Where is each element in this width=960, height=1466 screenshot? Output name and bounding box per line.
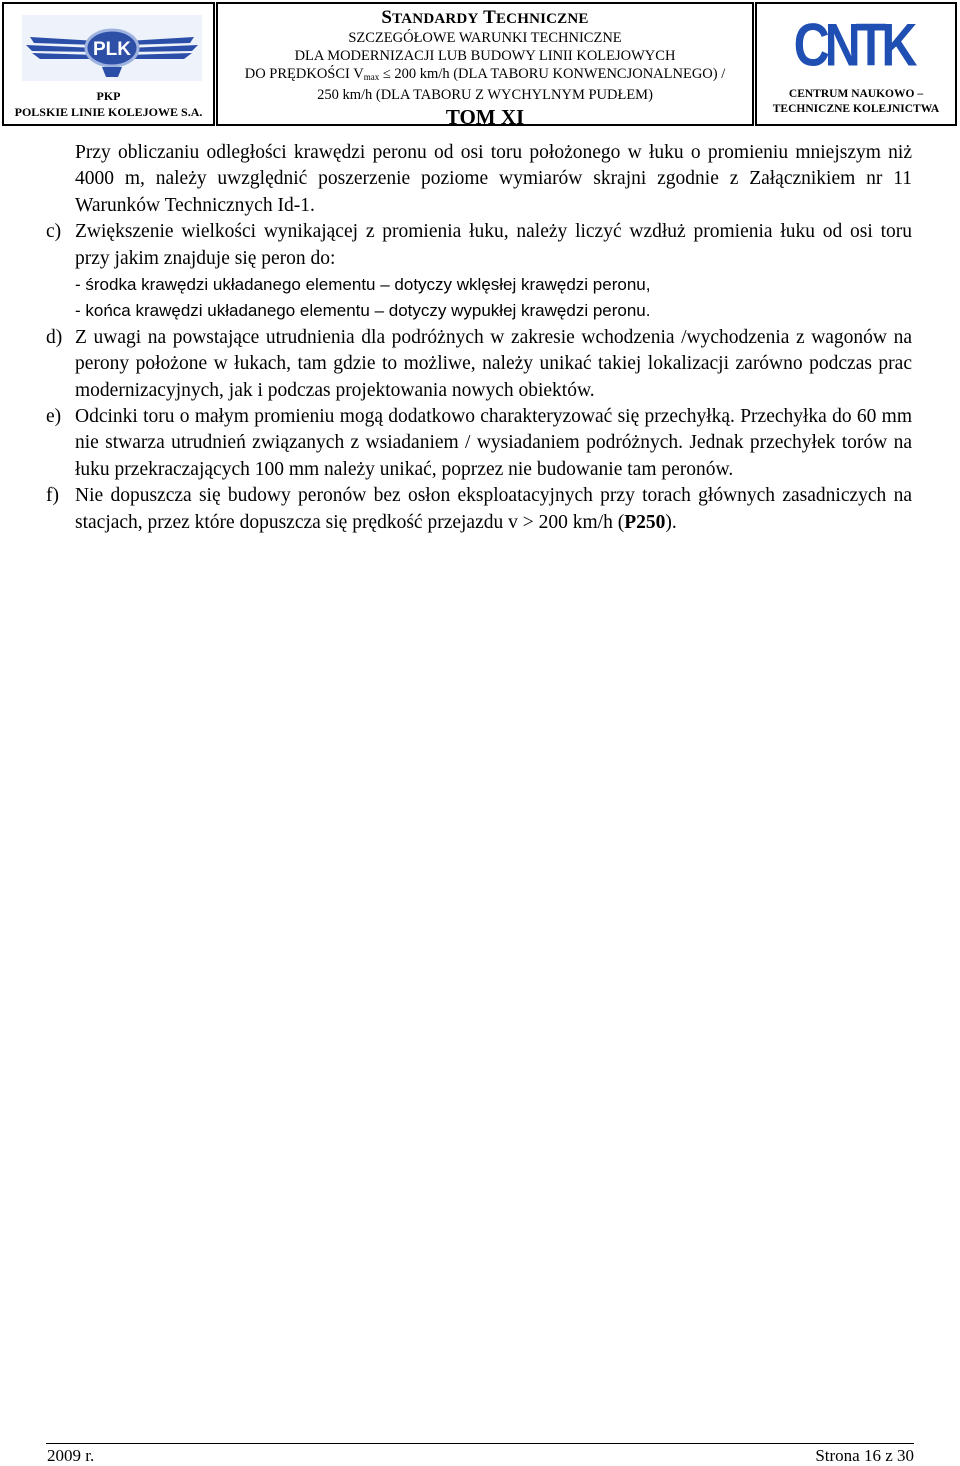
intro-paragraph: Przy obliczaniu odległości krawędzi peronu od osi toru położonego w łuku o promieniu mniejszym niż 4000 m, należy uwzględnić poszerzenie poziome wymiarów skrajni zgodnie z Załącznikiem nr 11 Warunków Technicznych Id-1. xyxy=(75,142,912,216)
cntk-name-line-1: CENTRUM NAUKOWO – xyxy=(788,88,924,100)
header-left-cell xyxy=(2,2,215,126)
plk-logo xyxy=(22,15,202,81)
cntk-logo xyxy=(793,11,913,79)
header-title-cell xyxy=(216,2,754,129)
header-line-2: DLA MODERNIZACJI LUB BUDOWY LINII KOLEJOWYCH xyxy=(294,48,676,64)
list-text-f: Nie dopuszcza się budowy peronów bez osłon eksploatacyjnych przy torach głównych zasadniczych na stacjach, przez które dopuszcza się prędkość przejazdu v > 200 km/h (P250). xyxy=(75,485,912,533)
list-text-e: Odcinki toru o małym promieniu mogą dodatkowo charakteryzować się przechyłką. Przechyłka do 60 mm nie stwarza utrudnień związanych z wsiadaniem / wysiadaniem podróżnych. Jednak przechyłek torów na łuku przekraczających 100 mm należy unikać, poprzez nie budowanie tam peronów. xyxy=(75,406,912,480)
header-line-1: SZCZEGÓŁOWE WARUNKI TECHNICZNE xyxy=(348,30,622,46)
list-item-c xyxy=(46,219,912,325)
list-text-c: Zwiększenie wielkości wynikającej z promienia łuku, należy liczyć wzdłuż promienia łuku od osi toru przy jakim znajduje się peron do: xyxy=(75,221,912,269)
svg-text:CNTK: CNTK xyxy=(793,11,913,79)
plk-company-name: POLSKIE LINIE KOLEJOWE S.A. xyxy=(14,105,203,119)
list-text-d: Z uwagi na powstające utrudnienia dla podróżnych w zakresie wchodzenia /wychodzenia z wagonów na perony położone w łukach, tam gdzie to możliwe, należy unikać takiej lokalizacji zarówno podczas prac modernizacyjnych, jak i podczas projektowania nowych obiektów. xyxy=(75,326,912,401)
volume-label: TOM XI xyxy=(445,105,525,129)
document-body xyxy=(46,140,912,536)
footer-divider xyxy=(46,1443,914,1444)
list-label-e: e) xyxy=(46,406,62,428)
svg-text:PLK: PLK xyxy=(93,39,131,60)
list-label-d: d) xyxy=(46,326,63,348)
footer-year: 2009 r. xyxy=(47,1446,95,1465)
plk-pkp-label: PKP xyxy=(96,89,121,103)
header-right-cell xyxy=(755,2,957,126)
list-subitem-2: - końca krawędzi układanego elementu – dotyczy wypukłej krawędzi peronu. xyxy=(75,301,651,321)
footer-page-number: Strona 16 z 30 xyxy=(815,1446,914,1465)
cntk-name-line-2: TECHNICZNE KOLEJNICTWA xyxy=(772,103,940,115)
list-item-d xyxy=(46,325,912,404)
list-subitem-1: - środka krawędzi układanego elementu – dotyczy wklęsłej krawędzi peronu, xyxy=(75,275,651,295)
page-header xyxy=(2,2,958,129)
p250-reference: P250 xyxy=(624,511,666,533)
header-line-4: 250 km/h (DLA TABORU Z WYCHYLNYM PUDŁEM) xyxy=(317,87,653,103)
standards-title: STANDARDY TECHNICZNE xyxy=(381,7,589,28)
list-label-f: f) xyxy=(46,485,59,507)
list-label-c: c) xyxy=(46,221,62,243)
header-line-3: DO PRĘDKOŚCI $V_{max} \le 200$ km/h (DLA TABORU KONWENCJONALNEGO) / xyxy=(244,66,726,82)
list-item-f xyxy=(46,483,912,536)
list-item-e xyxy=(46,404,912,483)
